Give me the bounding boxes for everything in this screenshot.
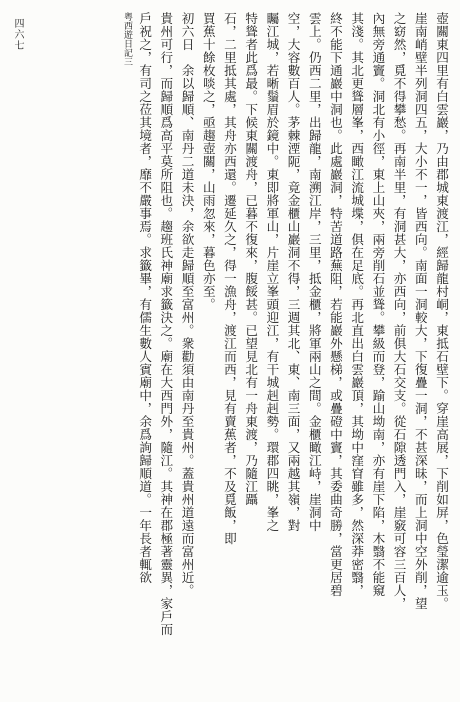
text-column: 石，二里抵其處，其舟亦西還。遷延久之，得一漁舟，渡江而西，見有賣蕉者，不及覓飯，即 (221, 12, 237, 545)
text-column: 終不能下通巖中洞也。此處巖洞，特苦道路蕪阻，若能巖外懸梯，或疊磴中竇，其委曲奇勝，當更居碧 (327, 12, 343, 597)
running-title: 粤西遊日記三 (121, 12, 132, 66)
text-column: 買蕉十餘枚啖之，亟趨壺關，山雨忽來，暮色亦至。 (200, 12, 216, 311)
page-number: 四六七 (12, 18, 23, 51)
text-column: 戶祝之，有司之莅其境者，靡不嚴事焉。求籤畢，有儒生數人賓廟中，余爲詢歸順道。一年長者輒欲 (137, 12, 153, 584)
text-column: 雲上。仍西二里，出歸龍，南溯江岸，三里，抵金櫃，將軍兩山之間。金櫃瞰江峙，崖洞中 (306, 12, 322, 532)
vertical-text-block (30, 12, 452, 692)
text-column: 其淺。其北更聳層峯，西瞰江流城堞，俱在足底。再北直出白雲巖頂，其坳中窪窅雖多，然深莽密翳， (349, 12, 365, 597)
text-column: 初六日 余以歸順、南丹二道未決，余欲走歸順至富州。衆勸須由南丹至貴州。蓋貴州道遠而富州近。 (179, 12, 195, 597)
text-column: 之窈然，覓不得攀愁。再南半里，有洞甚大，亦西向，前俱大石交支。從石隙透門入，崖竅可容三百人， (391, 12, 407, 610)
text-column: 貴州可行，而歸順爲高平莫所阻也。趨班氏神廟求籤決之。廟在大西門外，隨江。其神在郡極著靈異，家戶而 (158, 12, 174, 636)
text-column: 特聳者此爲最。下候東關渡舟，已暮不復來，腹餒甚。已望見北有一舟東渡，乃隨江躡 (243, 12, 259, 506)
text-column: 壺關東四里有白雲巖，乃由郡城東渡江，經歸龍村峒，東抵石壁下。穿崖高展，下削如屏，色瑩潔逾玉。 (434, 12, 449, 610)
text-column: 崖南峭壁半列洞四五，大小不一，皆西向。南面一洞較大，下復疊一洞，不甚深昧，而上洞中空外削，望 (412, 12, 428, 610)
text-column: 空，大容數百人。茅棘湮阨，竟金櫃山巖洞不得，三週其北、東、南三面，又兩越其嶺，對 (285, 12, 301, 532)
text-column: 矚江城，若晰鬚眉於鏡中。東即將軍山，片崖立峯頭迎江，有干城赳赳勢。環郡四眺，峯之 (264, 12, 280, 532)
text-column: 內無旁通竇。洞北有小徑，東上山夾，兩旁削石並聳。攀級而登，踰山坳南，亦有崖下陷，木翳不能窺 (370, 12, 386, 597)
